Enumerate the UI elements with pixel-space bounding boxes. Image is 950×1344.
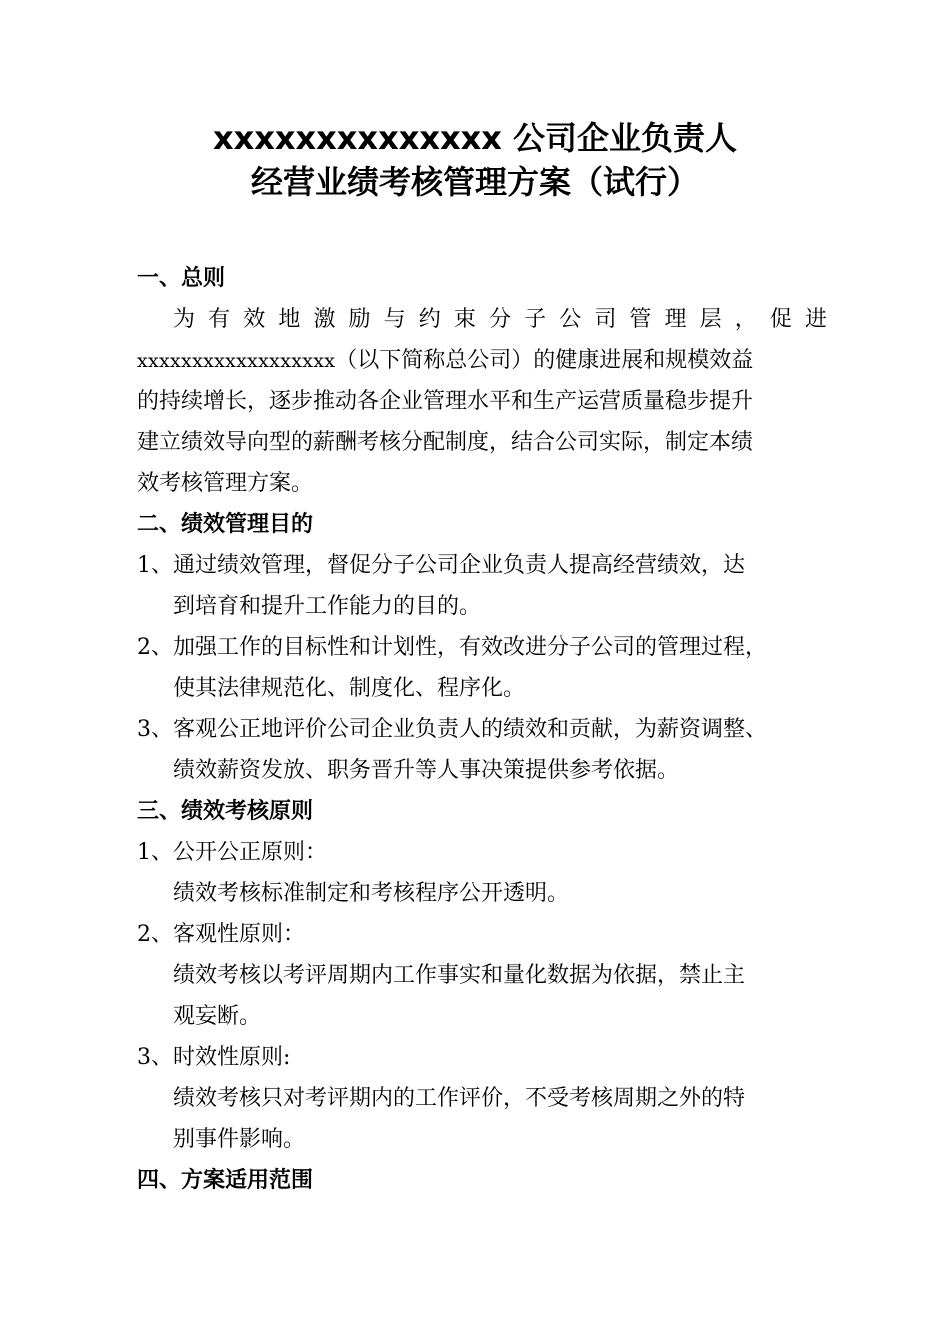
paragraph-line: 建立绩效导向型的薪酬考核分配制度，结合公司实际，制定本绩 — [137, 430, 754, 455]
section-heading-scope: 四、方案适用范围 — [137, 1168, 314, 1193]
list-item: 1、公开公正原则： — [137, 840, 327, 865]
section-heading-principles: 三、绩效考核原则 — [137, 799, 314, 824]
list-item-continuation: 绩效薪资发放、职务晋升等人事决策提供参考依据。 — [173, 758, 680, 783]
document-body — [137, 258, 827, 1201]
list-item: 1、通过绩效管理，督促分子公司企业负责人提高经营绩效，达 — [137, 553, 745, 578]
section-heading-general: 一、总则 — [137, 266, 226, 291]
paragraph-line: 的持续增长，逐步推动各企业管理水平和生产运营质量稳步提升 — [137, 389, 754, 414]
paragraph-line: 为有效地激励与约束分子公司管理层，促进 — [173, 307, 827, 332]
list-item-body: 观妄断。 — [173, 1004, 262, 1029]
section-heading-purpose: 二、绩效管理目的 — [137, 512, 314, 537]
paragraph-line: 效考核管理方案。 — [137, 471, 314, 496]
list-item: 3、时效性原则: — [137, 1045, 291, 1070]
list-item: 3、客观公正地评价公司企业负责人的绩效和贡献，为薪资调整、 — [137, 717, 767, 742]
list-item-body: 绩效考核只对考评期内的工作评价，不受考核周期之外的特 — [173, 1086, 746, 1111]
list-item-body: 绩效考核以考评周期内工作事实和量化数据为依据，禁止主 — [173, 963, 746, 988]
list-item: 2、客观性原则： — [137, 922, 305, 947]
list-item-continuation: 使其法律规范化、制度化、程序化。 — [173, 676, 526, 701]
title-line-2: 经营业绩考核管理方案（试行） — [250, 163, 699, 201]
paragraph-line — [137, 340, 827, 381]
list-item-body: 绩效考核标准制定和考核程序公开透明。 — [173, 881, 570, 906]
title-line-1: xxxxxxxxxxxxxx 公司企业负责人 — [212, 119, 738, 157]
list-item-body: 别事件影响。 — [173, 1127, 306, 1152]
company-placeholder-code: xxxxxxxxxxxxxxxxxx — [137, 350, 336, 372]
paragraph-text: （以下简称总公司）的健康进展和规模效益 — [335, 348, 754, 373]
list-item: 2、加强工作的目标性和计划性，有效改进分子公司的管理过程， — [137, 635, 767, 660]
list-item-continuation: 到培育和提升工作能力的目的。 — [173, 594, 482, 619]
